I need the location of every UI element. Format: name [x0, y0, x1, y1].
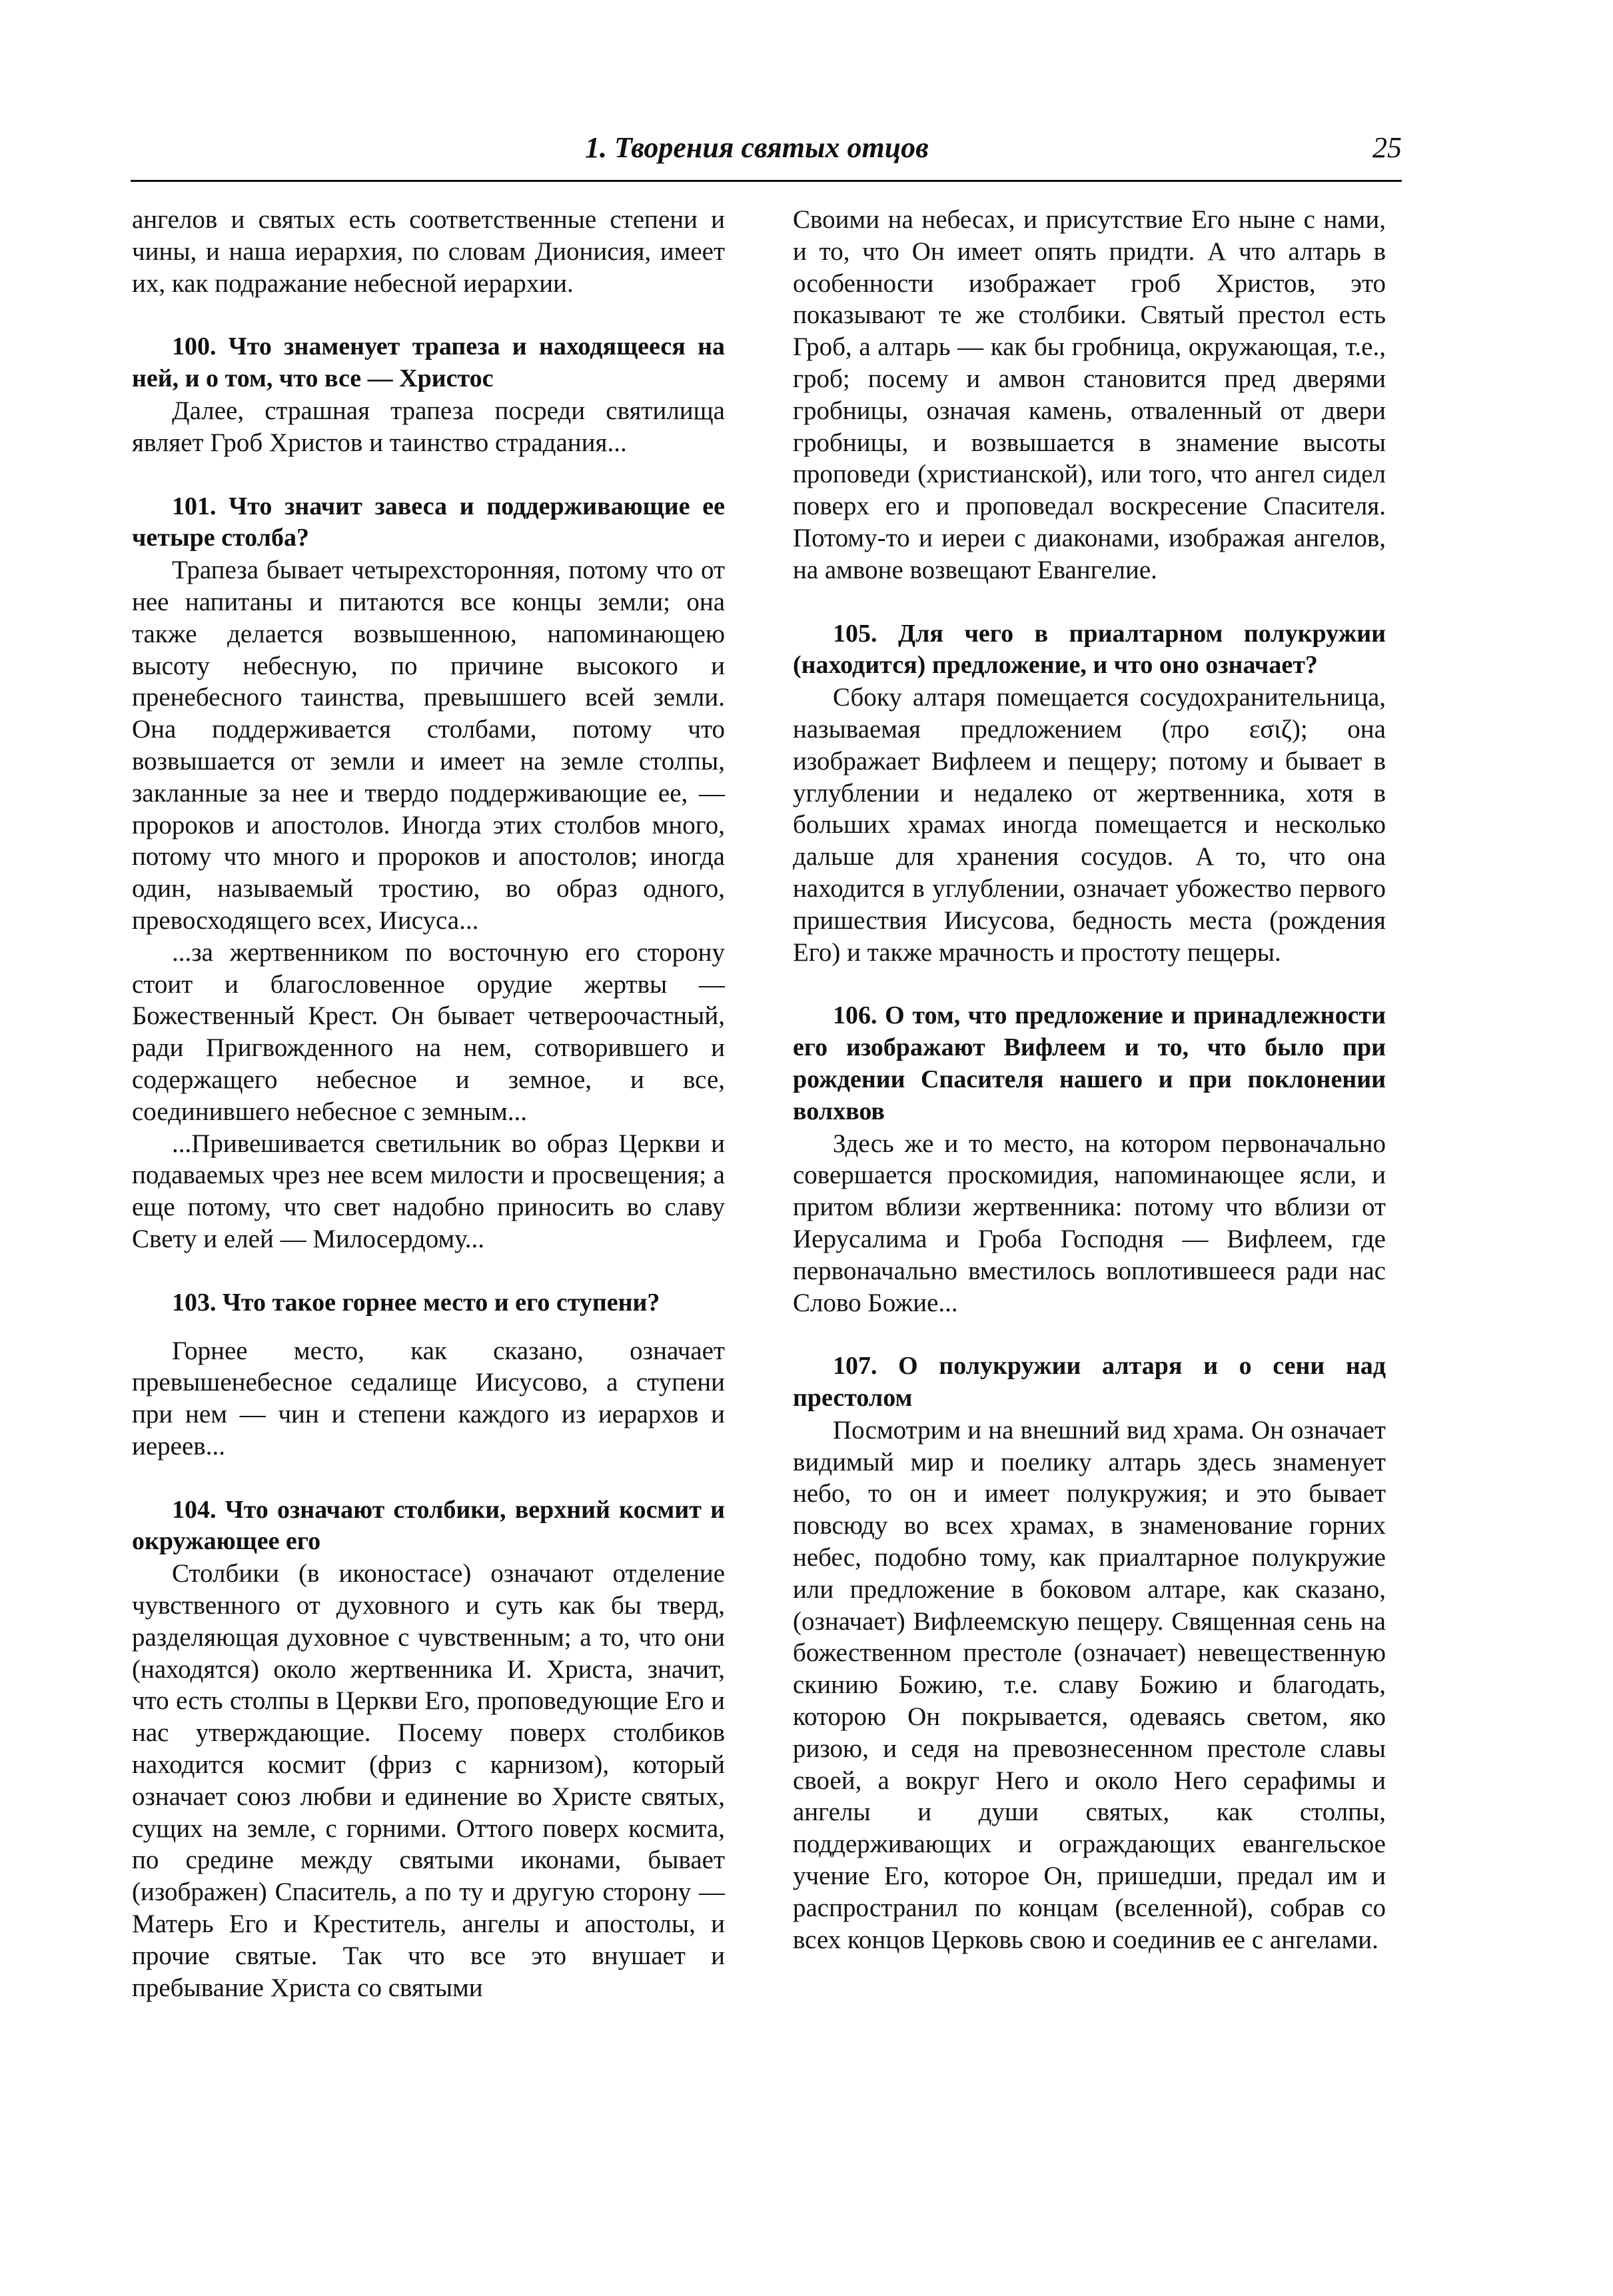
section-103-heading: 103. Что такое горнее место и его ступени? [172, 1288, 660, 1317]
right-column [793, 204, 1386, 1956]
section-105-heading: 105. Для чего в приалтарном полукружии (находится) предложение, и что оно означает? [793, 619, 1386, 680]
section-106-heading: 106. О том, что предложение и принадлежности его изображают Вифлеем и то, что было при рождении Спасителя нашего и при поклонении волхвов [793, 1001, 1386, 1125]
section-101-paragraph: ...Привешивается светильник во образ Церкви и подаваемых чрез нее всем милости и просвещения; а еще потому, что свет надобно приносить во славу Свету и елей — Милосердому... [132, 1129, 725, 1253]
section-106-paragraph: Здесь же и то место, на котором первоначально совершается проскомидия, напоминающее ясли, и притом вблизи жертвенника: потому что вблизи от Иерусалима и Гроба Господня — Вифлеем, где первоначально вместилось воплотившееся ради нас Слово Божие... [793, 1129, 1386, 1317]
section-104-heading: 104. Что означают столбики, верхний космит и окружающее его [132, 1495, 725, 1556]
section-101-heading: 101. Что значит завеса и поддерживающие ее четыре столба? [132, 492, 725, 552]
continued-paragraph: Своими на небесах, и присутствие Его ныне с нами, и то, что Он имеет опять придти. А что алтарь в особенности изображает гроб Христов, это показывают те же столбики. Святый престол есть Гроб, а алтарь — как бы гробница, окружающая, т.е., гроб; посему и амвон становится пред дверями гробницы, означая камень, отваленный от двери гробницы, и возвышается в знамение высоты проповеди (христианской), или того, что ангел сидел поверх его и проповедал воскресение Спасителя. Потому-то и иереи с диаконами, изображая ангелов, на амвоне возвещают Евангелие. [793, 205, 1386, 584]
section-107-paragraph: Посмотрим и на внешний вид храма. Он означает видимый мир и поелику алтарь здесь знаменует небо, то он и имеет полукружия; и это бывает повсюду во всех храмах, в знаменование горних небес, подобно тому, как приалтарное полукружие или предложение в боковом алтаре, как сказано, (означает) Вифлеемскую пещеру. Священная сень на божественном престоле (означает) невещественную скинию Божию, т.е. славу Божию и благодать, которою Он покрывается, одеваясь светом, яко ризою, и седя на превознесенном престоле славы своей, а вокруг Него и около Него серафимы и ангелы и души святых, как столпы, поддерживающих и ограждающих евангельское учение Его, которое Он, пришедши, предал им и распространил по концам (вселенной), собрав со всех концов Церковь свою и соединив ее с ангелами. [793, 1415, 1386, 1954]
section-100-paragraph: Далее, страшная трапеза посреди святилища являет Гроб Христов и таинство страдания... [132, 396, 725, 457]
section-101-paragraph: ...за жертвенником по восточную его сторону стоит и благословенное орудие жертвы — Божественный Крест. Он бывает четвероочастный, ради Пригвожденного на нем, сотворившего и содержащего небесное и земное, и все, соединившего небесное с земным... [132, 937, 725, 1126]
section-105-paragraph: Сбоку алтаря помещается сосудохранительница, называемая предложением (προ εσιζ); она изображает Вифлеем и пещеру; потому и бывает в углублении и недалеко от жертвенника, хотя в больших храмах иногда помещается и несколько дальше для хранения сосудов. А то, что она находится в углублении, означает убожество первого пришествия Иисусова, бедность места (рождения Его) и также мрачность и простоту пещеры. [793, 683, 1386, 967]
page-number: 25 [1372, 131, 1402, 164]
running-header-title: 1. Творения святых отцов [585, 131, 929, 164]
section-107-heading: 107. О полукружии алтаря и о сени над престолом [793, 1352, 1386, 1413]
section-100-heading: 100. Что знаменует трапеза и находящееся на ней, и о том, что все — Христос [132, 332, 725, 393]
left-column [132, 204, 725, 2004]
section-104-paragraph: Столбики (в иконостасе) означают отделение чувственного от духовного и суть как бы тверд, разделяющая духовное с чувственным; а то, что они (находятся) около жертвенника И. Христа, значит, что есть столпы в Церкви Его, проповедующие Его и нас утверждающие. Посему поверх столбиков находится космит (фриз с карнизом), который означает союз любви и единение во Христе святых, сущих на земле, с горними. Оттого поверх космита, по средине между святыми иконами, бывает (изображен) Спаситель, а по ту и другую сторону — Матерь Его и Креститель, ангелы и апостолы, и прочие святые. Так что все это внушает и пребывание Христа со святыми [132, 1559, 725, 2002]
page-header [131, 127, 1402, 182]
section-101-paragraph: Трапеза бывает четырехсторонняя, потому что от нее напитаны и питаются все концы земли; она также делается возвышенною, напоминающею высоту небесную, по причине высокого и пренебесного таинства, превышшего всей земли. Она поддерживается столбами, потому что возвышается от земли и имеет на земле столпы, закланные за нее и твердо поддерживающие ее, — пророков и апостолов. Иногда этих столбов много, потому что много и пророков и апостолов; иногда один, называемый тростию, во образ одного, превосходящего всех, Иисуса... [132, 556, 725, 935]
continued-paragraph: ангелов и святых есть соответственные степени и чины, и наша иерархия, по словам Дионисия, имеет их, как подражание небесной иерархии. [132, 205, 725, 298]
section-103-paragraph: Горнее место, как сказано, означает превышенебесное седалище Иисусово, а ступени при нем — чин и степени каждого из иерархов и иереев... [132, 1336, 725, 1460]
